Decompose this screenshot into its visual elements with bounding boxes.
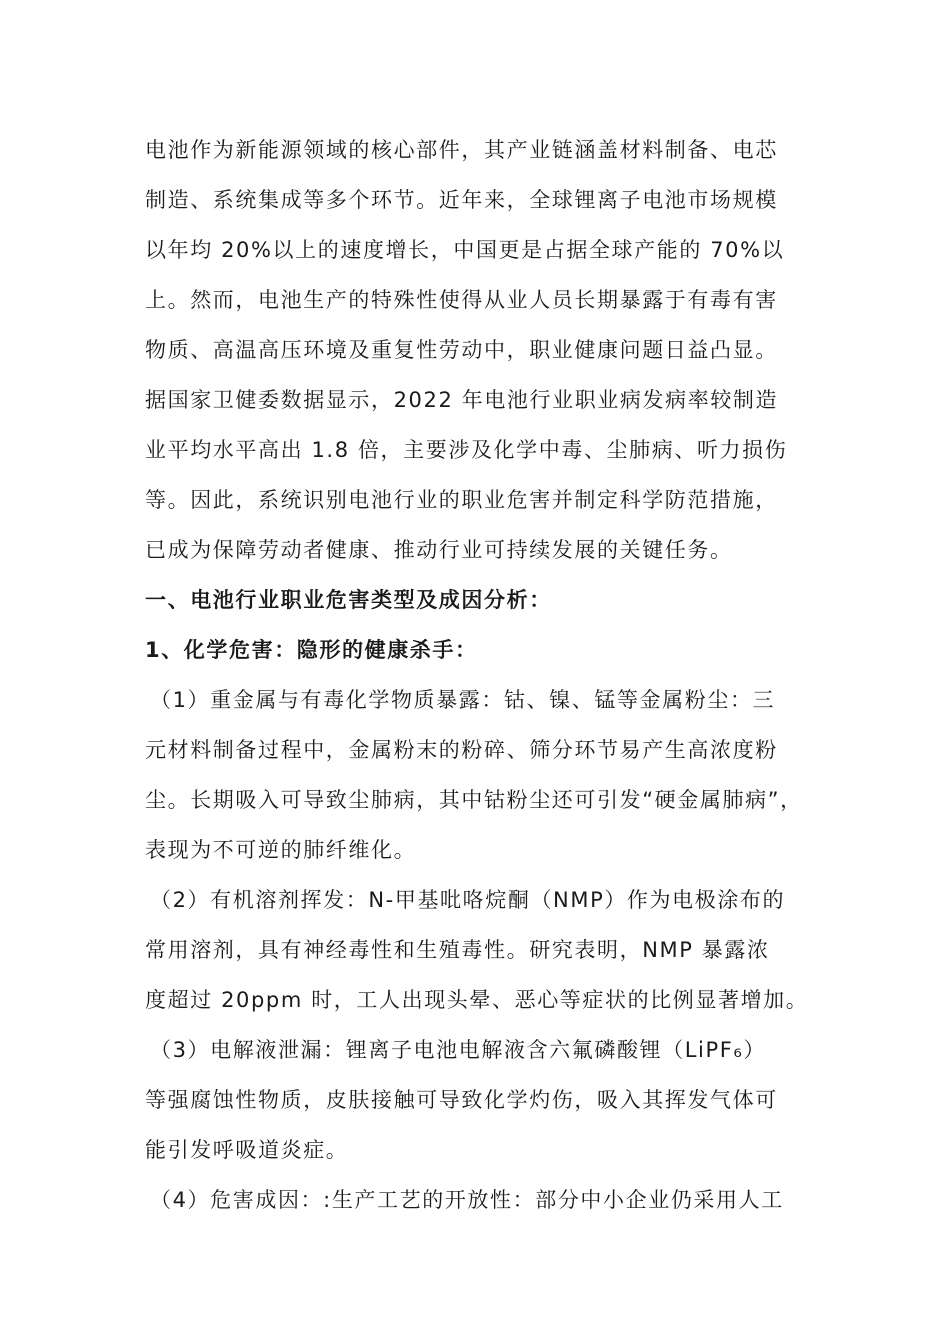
paragraph-line: 能引发呼吸道炎症。 bbox=[145, 1138, 349, 1162]
paragraph-line: 等强腐蚀性物质，皮肤接触可导致化学灼伤，吸入其挥发气体可 bbox=[145, 1088, 778, 1112]
paragraph-line: 表现为不可逆的肺纤维化。 bbox=[145, 838, 417, 862]
list-item-line: （1）重金属与有毒化学物质暴露：钴、镍、锰等金属粉尘：三 bbox=[150, 688, 776, 712]
paragraph-line: 常用溶剂，具有神经毒性和生殖毒性。研究表明，NMP 暴露浓 bbox=[145, 938, 770, 962]
subsection-heading: 1、化学危害：隐形的健康杀手： bbox=[145, 638, 478, 662]
paragraph-line: 上。然而，电池生产的特殊性使得从业人员长期暴露于有毒有害 bbox=[145, 288, 778, 312]
paragraph-line: 据国家卫健委数据显示，2022 年电池行业职业病发病率较制造 bbox=[145, 388, 779, 412]
list-item-line: （3）电解液泄漏：锂离子电池电解液含六氟磷酸锂（LiPF₆） bbox=[150, 1038, 767, 1062]
paragraph-line: 元材料制备过程中，金属粉末的粉碎、筛分环节易产生高浓度粉 bbox=[145, 738, 778, 762]
section-heading: 一、电池行业职业危害类型及成因分析： bbox=[145, 588, 552, 612]
paragraph-line: 制造、系统集成等多个环节。近年来，全球锂离子电池市场规模 bbox=[145, 188, 778, 212]
paragraph-line: 业平均水平高出 1.8 倍，主要涉及化学中毒、尘肺病、听力损伤 bbox=[145, 438, 788, 462]
paragraph-line: 尘。长期吸入可导致尘肺病，其中钴粉尘还可引发“硬金属肺病”， bbox=[145, 788, 803, 812]
paragraph-line: 电池作为新能源领域的核心部件，其产业链涵盖材料制备、电芯 bbox=[145, 138, 778, 162]
paragraph-line: 物质、高温高压环境及重复性劳动中，职业健康问题日益凸显。 bbox=[145, 338, 778, 362]
list-item-line: （4）危害成因：:生产工艺的开放性：部分中小企业仍采用人工 bbox=[150, 1188, 784, 1212]
paragraph-line: 度超过 20ppm 时，工人出现头晕、恶心等症状的比例显著增加。 bbox=[145, 988, 809, 1012]
paragraph-line: 等。因此，系统识别电池行业的职业危害并制定科学防范措施， bbox=[145, 488, 778, 512]
list-item-line: （2）有机溶剂挥发：N-甲基吡咯烷酮（NMP）作为电极涂布的 bbox=[150, 888, 786, 912]
paragraph-line: 以年均 20%以上的速度增长，中国更是占据全球产能的 70%以 bbox=[145, 238, 785, 262]
paragraph-line: 已成为保障劳动者健康、推动行业可持续发展的关键任务。 bbox=[145, 538, 733, 562]
